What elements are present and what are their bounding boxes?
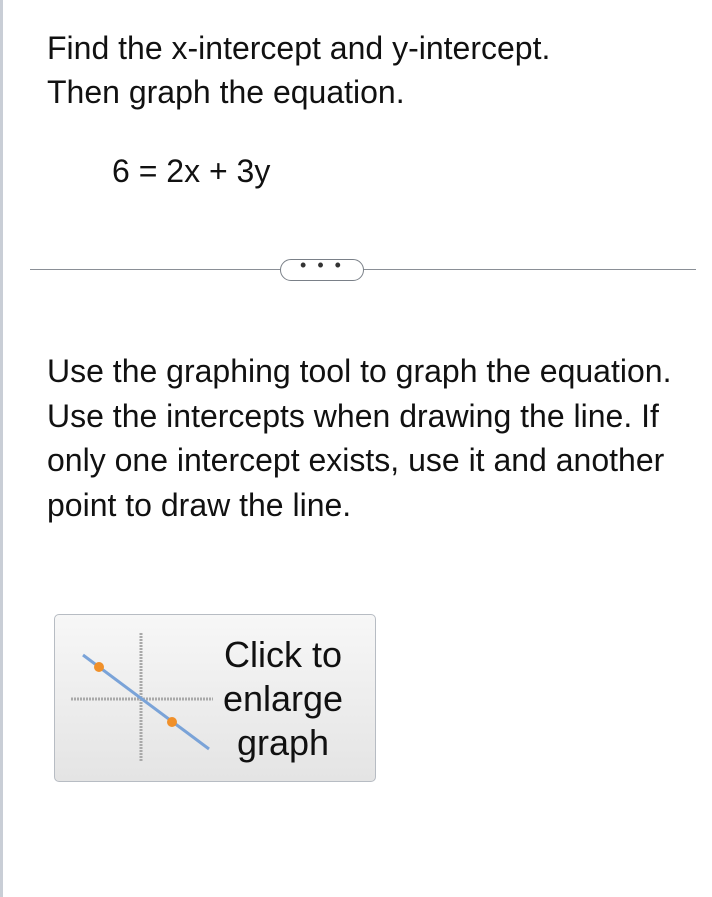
question-prompt [47,26,687,114]
prompt-line-1: Find the x-intercept and y-intercept. [47,30,551,66]
instructions-text: Use the graphing tool to graph the equation. Use the intercepts when drawing the line. If only one intercept exists, use it and another point to draw the line. [47,353,672,523]
prompt-line-2: Then graph the equation. [47,74,405,110]
enlarge-graph-button[interactable] [54,614,376,782]
ellipsis-icon: • • • [300,255,344,275]
label-line-3: graph [236,722,330,763]
equation: 6 = 2x + 3y [112,153,271,189]
enlarge-graph-label [205,633,361,765]
show-more-button[interactable] [280,255,364,281]
label-line-2: enlarge [222,678,344,719]
graph-thumbnail-icon [69,629,215,765]
left-border [0,0,3,897]
label-line-1: Click to [223,634,343,675]
